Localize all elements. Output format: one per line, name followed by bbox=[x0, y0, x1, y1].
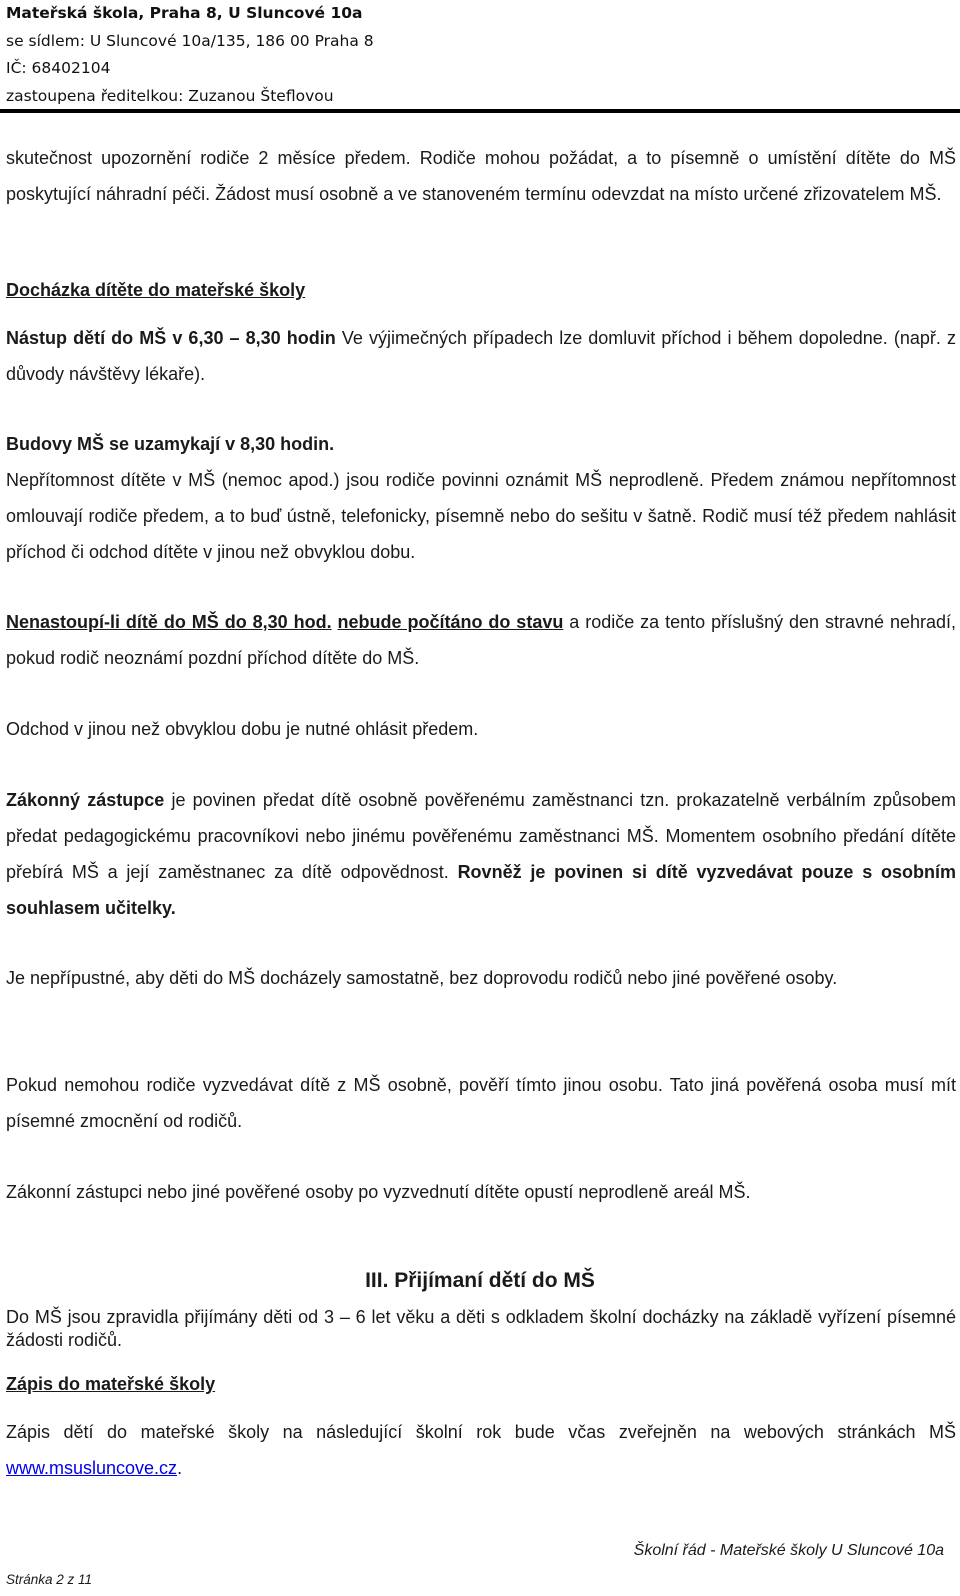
paragraph-notice: skutečnost upozornění rodiče 2 měsíce předem. Rodiče mohou požádat, a to písemně o umístění dítěte do MŠ poskytující náhradní péči. Žádost musí osobně a ve stanoveném termínu odevzdat na místo určené zřizovatelem MŠ. bbox=[6, 148, 956, 204]
guardian-duty: je povinen předat dítě osobně pověřenému zaměstnanci tzn. prokazatelně verbálním způsobem předat pedagogickému pracovníkovi nebo jinému pověřenému zaměstnanci MŠ. Momentem osobního předání dítěte přebírá MŠ a její zaměstnanec za dítě odpovědnost. bbox=[6, 790, 956, 882]
paragraph-guardian bbox=[6, 782, 956, 926]
footer-page-number: Stránka 2 z 11 bbox=[6, 1572, 93, 1587]
enrollment-text: Zápis dětí do mateřské školy na následující školní rok bude včas zveřejněn na webových stránkách MŠ bbox=[6, 1422, 956, 1442]
paragraph-leave-area: Zákonní zástupci nebo jiné pověřené osoby po vyzvednutí dítěte opustí neprodleně areál MŠ. bbox=[6, 1182, 751, 1202]
attendance-heading: Docházka dítěte do mateřské školy bbox=[6, 280, 306, 300]
paragraph-admission: Do MŠ jsou zpravidla přijímány děti od 3 – 6 let věku a děti s odkladem školní docházky na základě vyřízení písemné žádosti rodičů. bbox=[6, 1307, 956, 1350]
paragraph-absence: Nepřítomnost dítěte v MŠ (nemoc apod.) jsou rodiče povinni oznámit MŠ neprodleně. Předem známou nepřítomnost omlouvají rodiče předem, a to buď ústně, telefonicky, písemně nebo do sešitu v šatně. Rodič musí též předem nahlásit příchod či odchod dítěte v jinou než obvyklou dobu. bbox=[6, 470, 956, 562]
website-link[interactable]: www.msusluncove.cz bbox=[6, 1458, 178, 1478]
paragraph-authorization: Pokud nemohou rodiče vyzvedávat dítě z MŠ osobně, pověří tímto jinou osobu. Tato jiná pověřená osoba musí mít písemné zmocnění od rodičů. bbox=[6, 1075, 956, 1131]
paragraph-arrival bbox=[6, 320, 956, 392]
not-counted: nebude počítáno do stavu bbox=[337, 612, 564, 632]
paragraph-departure: Odchod v jinou než obvyklou dobu je nutné ohlásit předem. bbox=[6, 719, 479, 739]
guardian-term: Zákonný zástupce bbox=[6, 790, 165, 810]
footer-document-title: Školní řád - Mateřské školy U Sluncové 10a bbox=[633, 1542, 944, 1559]
late-deadline: Nenastoupí-li dítě do MŠ do 8,30 hod. bbox=[6, 612, 332, 632]
school-ico: IČ: 68402104 bbox=[6, 59, 111, 77]
arrival-hours: Nástup dětí do MŠ v 6,30 – 8,30 hodin bbox=[6, 328, 336, 348]
locking-notice: Budovy MŠ se uzamykají v 8,30 hodin. bbox=[6, 434, 335, 454]
late-meals: a rodiče za tento příslušný den stravné nehradí, pokud rodič neoznámí pozdní příchod dítěte do MŠ. bbox=[6, 612, 956, 668]
paragraph-unaccompanied: Je nepřípustné, aby děti do MŠ docházely samostatně, bez doprovodu rodičů nebo jiné pověřené osoby. bbox=[6, 968, 838, 988]
section-heading-admission: III. Přijímaní dětí do MŠ bbox=[365, 1269, 595, 1292]
school-director: zastoupena ředitelkou: Zuzanou Šteflovou bbox=[6, 86, 334, 105]
paragraph-late-arrival bbox=[6, 604, 956, 676]
arrival-exceptions: Ve výjimečných případech lze domluvit příchod i během dopoledne. (např. z důvody návštěvy lékaře). bbox=[6, 328, 956, 384]
guardian-pickup: Rovněž je povinen si dítě vyzvedávat pouze s osobním souhlasem učitelky. bbox=[6, 862, 956, 918]
letterhead bbox=[6, 0, 960, 110]
header-divider bbox=[0, 109, 960, 113]
paragraph-enrollment: Zápis dětí do mateřské školy na následující školní rok bude včas zveřejněn na webových stránkách MŠ www.msusluncove.cz. bbox=[6, 1422, 956, 1478]
school-address: se sídlem: U Sluncové 10a/135, 186 00 Praha 8 bbox=[6, 31, 374, 50]
school-name: Mateřská škola, Praha 8, U Sluncové 10a bbox=[6, 4, 363, 22]
enrollment-heading: Zápis do mateřské školy bbox=[6, 1374, 216, 1394]
